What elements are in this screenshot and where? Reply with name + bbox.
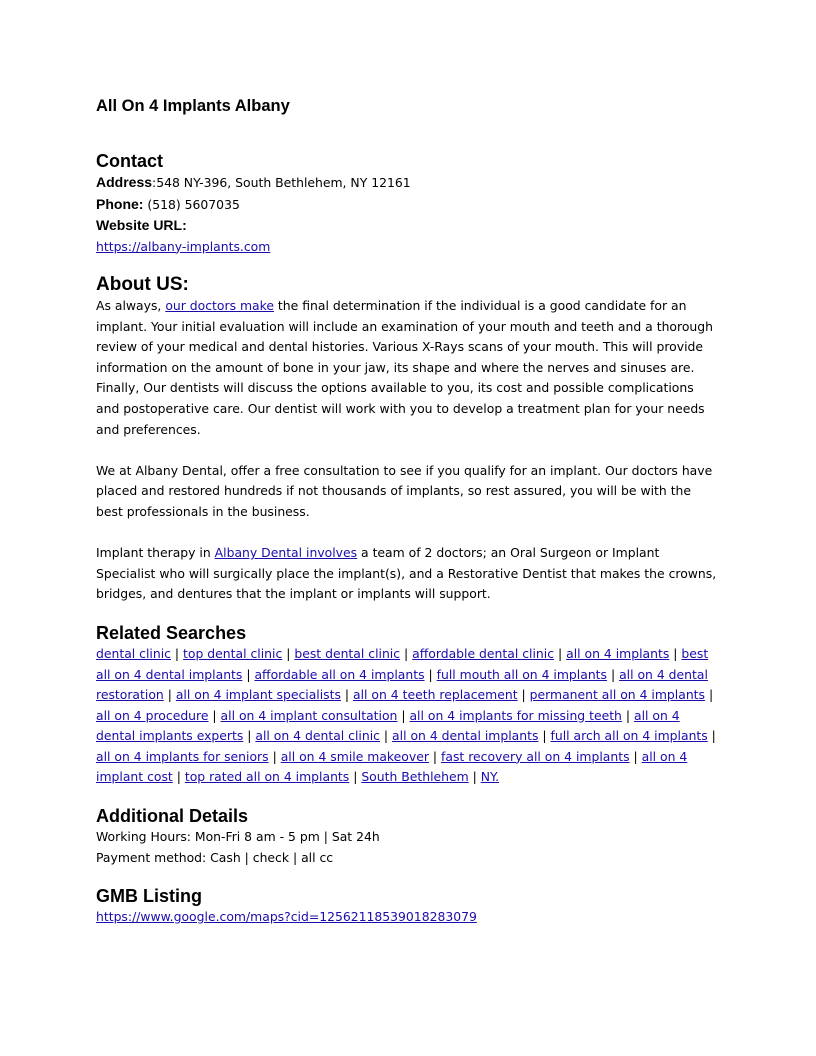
link-separator: | — [243, 728, 256, 744]
link-separator: | — [242, 666, 255, 682]
link-separator: | — [554, 645, 567, 661]
link-separator: | — [517, 687, 530, 703]
link-separator: | — [340, 687, 354, 703]
phone-label: Phone: — [96, 195, 144, 212]
about-paragraph-1 — [96, 296, 720, 440]
link-separator: | — [268, 748, 281, 764]
related-search-link[interactable]: all on 4 dental implants — [392, 728, 539, 744]
link-separator: | — [428, 748, 441, 764]
related-search-link[interactable]: all on 4 dental clinic — [255, 728, 380, 744]
link-separator: | — [629, 748, 642, 764]
payment-method: Payment method: Cash | check | all cc — [96, 849, 334, 865]
related-search-link[interactable]: affordable all on 4 implants — [254, 666, 425, 682]
additional-section — [96, 805, 720, 868]
albany-dental-link[interactable]: Albany Dental involves — [214, 545, 358, 561]
link-separator: | — [707, 728, 716, 744]
related-search-link[interactable]: top dental clinic — [183, 645, 283, 661]
related-search-link[interactable]: all on 4 smile makeover — [280, 748, 429, 764]
related-search-link[interactable]: all on 4 dental restoration — [96, 666, 708, 703]
link-separator: | — [379, 728, 393, 744]
address-label: Address — [96, 174, 153, 190]
link-separator: | — [163, 687, 176, 703]
link-separator: | — [208, 707, 221, 723]
related-search-link[interactable]: all on 4 implants — [566, 645, 670, 661]
about-section — [96, 274, 720, 605]
link-separator: | — [397, 707, 410, 723]
link-separator: | — [669, 645, 682, 661]
related-search-link[interactable]: fast recovery all on 4 implants — [440, 748, 630, 764]
related-search-link[interactable]: all on 4 implants for missing teeth — [409, 707, 622, 723]
address-line — [96, 172, 720, 194]
related-search-link[interactable]: all on 4 implant consultation — [220, 707, 398, 723]
our-doctors-link[interactable]: our doctors make — [165, 298, 274, 313]
link-separator: | — [705, 687, 714, 703]
gmb-link[interactable]: https://www.google.com/maps?cid=12562118539018283079 — [96, 909, 477, 925]
document-page — [96, 96, 720, 928]
contact-heading: Contact — [96, 151, 163, 171]
related-links-list — [96, 644, 720, 788]
link-separator: | — [468, 769, 481, 785]
address-value: :548 NY-396, South Bethlehem, NY 12161 — [152, 175, 411, 190]
working-hours: Working Hours: Mon-Fri 8 am - 5 pm | Sat 24h — [96, 829, 380, 845]
link-separator: | — [538, 728, 551, 744]
link-separator: | — [170, 645, 184, 661]
related-search-link[interactable]: permanent all on 4 implants — [529, 687, 705, 703]
gmb-heading: GMB Listing — [96, 886, 202, 907]
link-separator: | — [607, 666, 620, 682]
related-search-link[interactable]: affordable dental clinic — [412, 645, 555, 661]
about-paragraph-2: We at Albany Dental, offer a free consultation to see if you qualify for an implant. Our doctors have placed and restored hundreds if not thousands of implants, so rest assured, you will be with the best professionals in the business. — [96, 462, 713, 519]
website-label: Website URL: — [96, 217, 187, 233]
about-p3-before: Implant therapy in — [96, 545, 215, 561]
about-p1-before: As always, — [96, 298, 166, 313]
related-search-link[interactable]: full mouth all on 4 implants — [436, 666, 607, 682]
link-separator: | — [172, 769, 185, 785]
link-separator: | — [400, 645, 413, 661]
contact-section — [96, 150, 720, 257]
website-link[interactable]: https://albany-implants.com — [96, 238, 271, 254]
related-search-link[interactable]: best dental clinic — [294, 645, 401, 661]
about-paragraph-3 — [96, 543, 720, 605]
about-p3-after: a team of 2 doctors; an Oral Surgeon or Implant Specialist who will surgically place the implant(s), and a Restorative Dentist that makes the crowns, bridges, and dentures that the implant or implants will support. — [96, 545, 717, 602]
gmb-line — [96, 907, 720, 928]
website-label-line — [96, 215, 720, 237]
related-search-link[interactable]: dental clinic — [96, 645, 171, 661]
link-separator: | — [349, 769, 362, 785]
additional-heading: Additional Details — [96, 806, 249, 827]
link-separator: | — [621, 707, 634, 723]
about-heading: About US: — [96, 274, 189, 295]
website-line — [96, 237, 720, 258]
about-p1-after: the final determination if the individual is a good candidate for an implant. Your initial evaluation will include an examination of your mouth and teeth and a thorough review of your medical and dental histories. Various X-Rays scans of your mouth. This will provide information on the amount of bone in your jaw, its shape and where the nerves and sinuses are. Finally, Our dentists will discuss the options available to you, its cost and possible complications and postoperative care. Our dentist will work with you to develop a treatment plan for your needs and preferences. — [96, 298, 713, 437]
phone-value: (518) 5607035 — [143, 196, 240, 212]
related-search-link[interactable]: South Bethlehem — [361, 769, 469, 785]
related-search-link[interactable]: all on 4 implant cost — [96, 748, 688, 785]
related-search-link[interactable]: all on 4 implant specialists — [175, 687, 341, 703]
related-search-link[interactable]: all on 4 implants for seniors — [96, 748, 269, 764]
link-separator: | — [424, 666, 437, 682]
related-search-link[interactable]: best all on 4 dental implants — [96, 645, 709, 682]
related-search-link[interactable]: NY. — [480, 769, 500, 785]
related-search-link[interactable]: all on 4 procedure — [96, 707, 209, 723]
related-search-link[interactable]: all on 4 dental implants experts — [96, 707, 680, 744]
link-separator: | — [282, 645, 295, 661]
related-search-link[interactable]: full arch all on 4 implants — [550, 728, 708, 744]
related-heading: Related Searches — [96, 622, 247, 643]
gmb-section — [96, 885, 720, 928]
related-section — [96, 622, 720, 788]
related-search-link[interactable]: top rated all on 4 implants — [184, 769, 350, 785]
page-title: All On 4 Implants Albany — [96, 97, 290, 115]
phone-line — [96, 194, 720, 216]
related-search-link[interactable]: all on 4 teeth replacement — [353, 687, 518, 703]
